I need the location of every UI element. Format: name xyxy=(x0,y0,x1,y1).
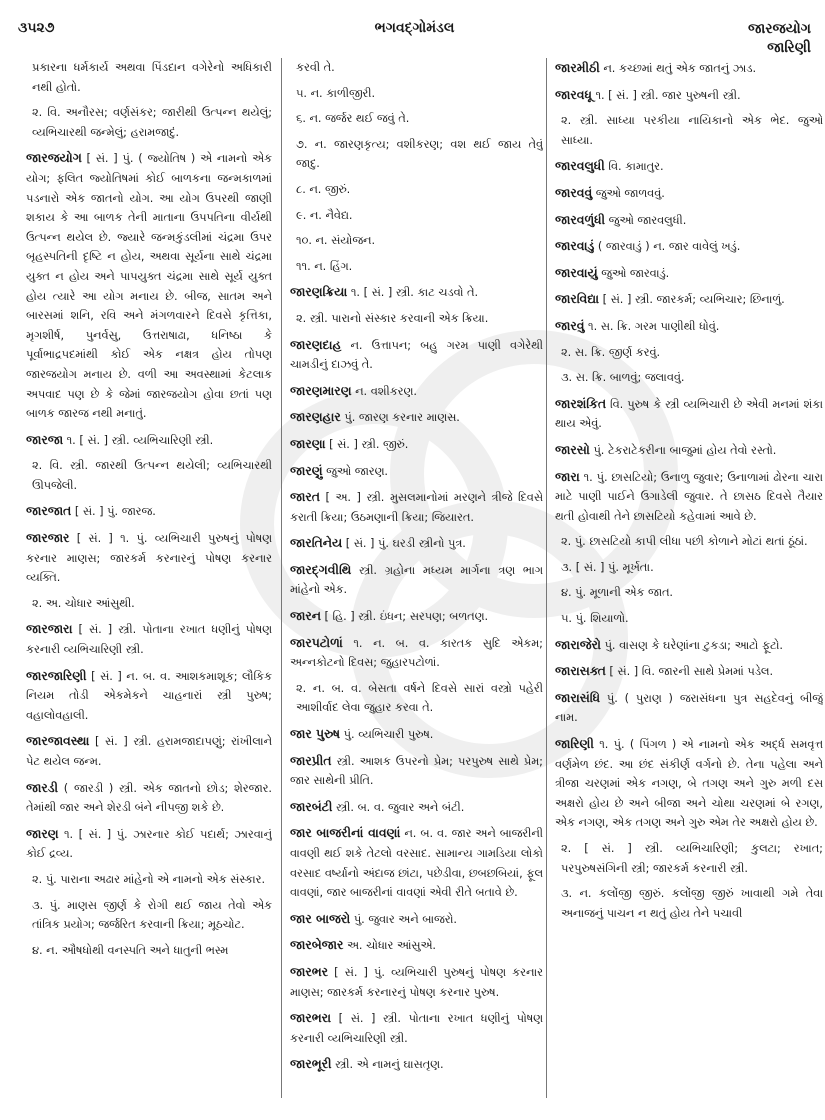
headword: જારવું xyxy=(555,317,585,333)
sense-definition: ૨. [ સં. ] સ્ત્રી. વ્યભિચારિણી; કુલટા; રખાત; પરપુરુષસંગિની સ્ત્રી; જારકર્મ કરનારી સ્ત્રી. xyxy=(561,842,823,875)
dictionary-entry xyxy=(26,731,272,771)
dictionary-entry xyxy=(555,635,823,656)
column-2 xyxy=(281,58,543,1098)
headword: જારભર xyxy=(290,963,329,979)
dictionary-entry xyxy=(290,487,543,527)
dictionary-entry xyxy=(290,381,543,402)
definition: [ સં. ] પું. ઘરડી સ્ત્રીનો પુત્ર. xyxy=(342,537,466,551)
definition: [ હિ. ] સ્ત્રી. ઇંધન; સરપણ; બળતણ. xyxy=(320,610,489,624)
headword: જારત xyxy=(290,489,320,505)
sense-definition: ૨. ન. બ. વ. બેસતા વર્ષને દિવસે સારાં વસ્ત્રો પહેરી આશીર્વાદ લેવા જુહાર કરવા તે. xyxy=(296,681,543,715)
headword: જારબંટી xyxy=(290,798,333,814)
continued-definition: કરવી તે. xyxy=(296,61,335,74)
definition: [ સં. ] સ્ત્રી. પોતાના રખાત ધણીનું પોષણ કરનારી વ્યભિચારિણી સ્ત્રી. xyxy=(26,623,272,657)
headword: જારણ xyxy=(26,825,59,841)
column-1 xyxy=(26,58,272,1098)
continued-definition: પ્રકારના ધર્મકાર્ય અથવા પિંડદાન વગેરેનો અધિકારી નથી હોતો. xyxy=(32,61,272,94)
headword: જાર બાજરો xyxy=(290,910,351,926)
dictionary-entry xyxy=(555,734,823,833)
headword: જારવધૂ xyxy=(555,86,592,102)
dictionary-entry xyxy=(555,316,823,337)
sense-definition: ૭. ન. જારણકૃત્ય; વશીકરણ; વશ થઈ જાય તેવું જાદુ. xyxy=(296,137,543,171)
dictionary-entry xyxy=(290,407,543,428)
sense-definition: ૨. પું. પારાના અઢાર માંહેનો એ નામનો એક સંસ્કાર. xyxy=(32,872,266,886)
headword: જારા xyxy=(555,468,580,484)
definition: [ સં. ] સ્ત્રી. પોતાના રખાત ધણીનું પોષણ કરનારી વ્યભિચારિણી સ્ત્રી. xyxy=(290,1012,543,1045)
headword: જારશંકિત xyxy=(555,395,607,411)
definition: સ્ત્રી. ગ્રહોના મધ્યમ માર્ગના ત્રણ ભાગ માંહેનો એક. xyxy=(290,563,543,597)
dictionary-entry xyxy=(555,156,823,177)
sense-definition: ૨. સ. ક્રિ. જીર્ણ કરવું. xyxy=(561,345,661,359)
dictionary-entry xyxy=(555,236,823,257)
definition: પું. ટેકરાટેકરીના બાજુમાં હોય તેવો રસ્તો. xyxy=(589,443,777,457)
definition: ૧. પું. છાસટિયો; ઉનાળુ જુવાર; ઉનાળામાં ઢોરના ચારા માટે પાણી પાઈને ઉગાડેલી જુવાર. તે છાસઠ દિવસે તૈયાર થતી હોવાથી તેને છાસટિયો કહેવામાં આવે છે. xyxy=(555,470,823,523)
dictionary-entry xyxy=(290,962,543,1002)
columns-container xyxy=(26,58,823,1098)
sense-definition: ૬. ન. જર્જર થઈ જવું તે. xyxy=(296,112,410,126)
definition: સ્ત્રી. એ નામનું ઘાસતૃણ. xyxy=(331,1058,444,1072)
headword: જારજારા xyxy=(26,621,73,637)
definition: વિ. કામાતુર. xyxy=(604,160,664,174)
definition: ન. બ. વ. જાર અને બાજરીની વાવણી થઈ શકે તેટલો વરસાદ. સામાન્ય ગામડિયા લોકો વરસાદ વર્ષ્યાનો અંદાજ છાંટા, પછેડીવા, છબછબિયાં, ફૂલ વાવણાં, જાર બાજરીનાં વાવણાં એવી રીતે બતાવે છે. xyxy=(290,827,543,900)
dictionary-entry xyxy=(290,823,543,902)
definition: [ સં. ] પું. ( જ્યોતિષ ) એ નામનો એક યોગ; ફલિત જ્યોતિષમાં કોઈ બાળકના જન્મકાળમાં પડનારો એક જાતનો યોગ. આ યોગ ઉપરથી જાણી શકાય કે આ બાળક તેની માતાના ઉપપતિના વીર્યથી ઉત્પન્ન થયેલ છે. જ્યારે જન્મકુંડલીમાં ચંદ્રમા ઉપર બૃહસ્પતિની દૃષ્ટિ ન હોય, અથવા સૂર્યના સાથે ચંદ્રમા યુક્ત ન હોય અને પાપયુક્ત ચંદ્રમા સાથે સૂર્ય યુક્ત હોય ત્યારે આ યોગ મનાય છે. બીજ, સાતમ અને બારસમાં શનિ, રવિ અને મંગળવારને દિવસે કૃત્તિકા, મૃગશીર્ષ, પુનર્વસુ, ઉત્તરાષાઢા, ધનિષ્ઠા કે પૂર્વાભાદ્રપદમાંથી કોઈ એક નક્ષત્ર હોય તોપણ જારજયોગ મનાય છે. વળી આ અવસ્થામાં કેટલાક અપવાદ પણ છે કે જેમાં જારજયોગ હોવા છતાં પણ બાળક જારજ નથી મનાતું. xyxy=(26,152,272,421)
dictionary-entry xyxy=(26,430,272,451)
dictionary-entry xyxy=(290,560,543,600)
dictionary-entry xyxy=(290,335,543,375)
definition: [ સં. ] ન. બ. વ. આશકમાશૂક; લૌકિક નિયમ તોડી એકમેકને ચાહનારાં સ્ત્રી પુરુષ; વહાલોવહાલી. xyxy=(26,669,272,722)
definition: ( જારડી ) સ્ત્રી. એક જાતનો છોડ; શેરજાર. તેમાંથી જાર અને શેરડી બંને નીપજી શકે છે. xyxy=(26,781,272,815)
headword: જારતિનેય xyxy=(290,535,343,551)
dictionary-entry xyxy=(555,210,823,231)
dictionary-entry xyxy=(290,724,543,745)
dictionary-entry xyxy=(555,467,823,527)
page-number: ૩૫૨૭ xyxy=(18,20,55,36)
sense-definition: ૨. પું. છાસટિયો કાપી લીધા પછી કોળાને મોટાં થતાં ઠૂંઠાં. xyxy=(561,535,808,549)
headword: જારજારિણી xyxy=(26,667,87,683)
headword: જારવવું xyxy=(555,184,593,200)
headword: જારણમારણ xyxy=(290,382,352,398)
dictionary-entry xyxy=(26,528,272,588)
headword: જારણહાર xyxy=(290,409,341,425)
headword: જારણક્રિયા xyxy=(290,284,348,300)
dictionary-entry xyxy=(555,183,823,204)
definition: [ સં. ] ૧. પું. વ્યભિચારી પુરુષનું પોષણ કરનાર માણસ; જારકર્મ કરનારનું પોષણ કરનાર વ્યક્તિ. xyxy=(26,532,272,585)
headword: જારવલુધી xyxy=(555,158,605,174)
sense-definition: ૨. વિ. અનૌરસ; વર્ણસંકર; જારીથી ઉત્પન્ન થયેલું; વ્યભિચારથી જન્મેલું; હરામજાદું. xyxy=(32,106,272,139)
definition: જુઓ જારવાડું. xyxy=(597,266,670,280)
definition: જુઓ જાળવવું. xyxy=(592,186,665,200)
headword: જારણદાહ xyxy=(290,336,342,352)
sense-definition: ૫. ન. કાળીજીરી. xyxy=(296,86,376,100)
definition: ન. ઉત્તાપન; બહુ ગરમ પાણી વગેરેથી ચામડીનું દાઝવું તે. xyxy=(290,338,543,372)
definition: ( જારવાડું ) ન. જાર વાવેલું ખડું. xyxy=(594,240,741,254)
dictionary-entry xyxy=(290,935,543,956)
headword: જારિણી xyxy=(555,736,594,752)
headword: જાર બાજરીનાં વાવણાં xyxy=(290,825,401,841)
dictionary-entry xyxy=(555,394,823,434)
sense-definition: ૨. સ્ત્રી. પારાનો સંસ્કાર કરવાની એક ક્રિયા. xyxy=(296,311,489,325)
dictionary-entry xyxy=(290,633,543,673)
dictionary-entry xyxy=(555,661,823,682)
headword: જારજાવસ્થા xyxy=(26,733,90,749)
headword: જારજાર xyxy=(26,530,70,546)
headword: જારવળુંધી xyxy=(555,211,606,227)
definition: પું. ( પુરાણ ) જરાસંધના પુત્ર સહદેવનું બીજું નામ. xyxy=(555,691,823,725)
definition: ન. વશીકરણ. xyxy=(351,384,417,398)
definition: [ સં. ] સ્ત્રી. જારકર્મ; વ્યભિચાર; છિનાળું. xyxy=(599,293,785,307)
dictionary-entry xyxy=(290,606,543,627)
definition: પું. વ્યભિચારી પુરુષ. xyxy=(340,728,434,742)
dictionary-entry xyxy=(26,619,272,659)
dictionary-entry xyxy=(290,434,543,455)
headword: જારપ્રીત xyxy=(290,752,332,768)
definition: પું. જુવાર અને બાજરો. xyxy=(350,912,457,926)
dictionary-entry xyxy=(26,148,272,423)
headword: જારજયોગ xyxy=(26,150,82,166)
dictionary-entry xyxy=(26,666,272,726)
headword: જારણા xyxy=(290,435,326,451)
headword: જાર પુરુષ xyxy=(290,726,341,742)
headword: જારજાત xyxy=(26,503,72,519)
dictionary-entry xyxy=(290,1008,543,1048)
definition: સ્ત્રી. આશક ઉપરનો પ્રેમ; પરપુરુષ સાથે પ્રેમ; જાર સાથેની પ્રીતિ. xyxy=(290,754,543,788)
sense-definition: ૪. ન. ઔષધોથી વનસ્પતિ અને ધાતુની ભસ્મ xyxy=(32,943,229,957)
dictionary-entry xyxy=(26,824,272,864)
dictionary-entry xyxy=(555,688,823,728)
definition: વિ. પુરુષ કે સ્ત્રી વ્યભિચારી છે એવી મનમાં શંકા થાય એવું. xyxy=(555,397,823,431)
headword: જારભરા xyxy=(290,1010,332,1026)
definition: [ સં. ] પું. વ્યભિચારી પુરુષનું પોષણ કરનાર માણસ; જારકર્મ કરનારનું પોષણ કરનાર પુરુષ. xyxy=(290,965,543,999)
definition: અ. ચોધાર આંસુએ. xyxy=(343,939,436,953)
definition: જુઓ જારણ. xyxy=(322,464,389,478)
headword: જારભૂરી xyxy=(290,1056,332,1072)
dictionary-entry xyxy=(555,58,823,79)
sense-definition: ૧૧. ન. હિંગ. xyxy=(296,259,353,273)
dictionary-entry xyxy=(555,263,823,284)
sense-definition: ૨. સ્ત્રી. સાધ્યા પરકીયા નાયિકાનો એક ભેદ. જુઓ સાધ્યા. xyxy=(561,114,823,147)
sense-definition: ૨. અ. ચોધાર આંસુથી. xyxy=(32,596,135,610)
sense-definition: ૫. પું. શિયાળો. xyxy=(561,612,629,626)
definition: ૧. [ સં. ] પું. ઝારનાર કોઈ પદાર્થ; ઝારવાનું કોઈ દ્રવ્ય. xyxy=(26,827,272,861)
headword: જારાસક્ત xyxy=(555,663,606,679)
book-title: ભગવદ્ગોમંડલ xyxy=(374,20,455,36)
definition: ૧. [ સં. ] સ્ત્રી. કાટ ચડવો તે. xyxy=(347,286,479,300)
definition: જુઓ જારવલુધી. xyxy=(605,213,687,227)
dictionary-entry xyxy=(290,533,543,554)
guide-word-last: જારિણી xyxy=(767,40,811,56)
dictionary-entry xyxy=(290,797,543,818)
headword: જારાજેરો xyxy=(555,636,601,652)
headword: જારજા xyxy=(26,431,64,447)
definition: ૧. સ. ક્રિ. ગરમ પાણીથી ધોવું. xyxy=(584,319,720,333)
dictionary-entry xyxy=(26,778,272,818)
headword: જારદ્ગવીથિ xyxy=(290,561,352,577)
definition: ૧. પું. ( પિંગળ ) એ નામનો એક અર્દ્ધ સમવૃત્ત વર્ણમેળ છંદ. આ છંદ સંકીર્ણ વર્ગનો છે. તેના પહેલા અને ત્રીજા ચરણમાં એક નગણ, બે તગણ અને ગુરુ મળી દસ અક્ષરો હોય છે અને બીજા અને ચોથા ચરણમાં બે રગણ, એક નગણ, એક તગણ અને ગુરુ એમ તેર અક્ષરો હોય છે. xyxy=(555,738,823,830)
definition: ૧. [ સં. ] સ્ત્રી. વ્યભિચારિણી સ્ત્રી. xyxy=(63,433,214,447)
column-3 xyxy=(546,58,823,1098)
sense-definition: ૧૦. ન. સંયોજન. xyxy=(296,234,376,248)
headword: જારડી xyxy=(26,779,59,795)
definition: [ સં. ] સ્ત્રી. જીરું. xyxy=(325,437,409,451)
definition: ૧. [ સં. ] સ્ત્રી. જાર પુરુષની સ્ત્રી. xyxy=(591,88,741,102)
dictionary-entry xyxy=(290,282,543,303)
sense-definition: ૨. વિ. સ્ત્રી. જારથી ઉત્પન્ન થયેલી; વ્યભિચારથી ઊપજેલી. xyxy=(32,459,272,492)
dictionary-entry xyxy=(555,440,823,461)
definition: ૧. ન. બ. વ. કારતક સુદિ એકમ; અન્નકોટનો દિવસ; જુહારપટોળાં. xyxy=(290,636,543,670)
headword: જારન xyxy=(290,608,321,624)
definition: પું. જારણ કરનાર માણસ. xyxy=(340,411,460,425)
definition: [ અ. ] સ્ત્રી. મુસલમાનોમાં મરણને ત્રીજે દિવસે કરાતી ક્રિયા; ઉઠમણાની ક્રિયા; જિયારત. xyxy=(290,491,543,524)
headword: જારવાડું xyxy=(555,238,595,254)
headword: જારણું xyxy=(290,462,323,478)
headword: જારાસંધિ xyxy=(555,689,601,705)
definition: ન. કચ્છમાં થતું એક જાતનું ઝાડ. xyxy=(599,62,757,75)
headword: જારવિદ્યા xyxy=(555,291,600,307)
sense-definition: ૯. ન. નૈવેદ્ય. xyxy=(296,208,353,222)
headword: જારવાયું xyxy=(555,264,598,280)
sense-definition: ૩. સ. ક્રિ. બાળવું; જલાવવું. xyxy=(561,371,685,385)
sense-definition: ૮. ન. જીરું. xyxy=(296,182,351,196)
page-header xyxy=(18,20,811,60)
sense-definition: ૩. પું. માણસ જીર્ણ કે રોગી થઈ જાય તેવો એક તાંત્રિક પ્રયોગ; જર્જરિત કરવાની ક્રિયા; મૂઠચોટ. xyxy=(32,898,272,932)
dictionary-entry xyxy=(290,751,543,791)
headword: જારસો xyxy=(555,441,590,457)
headword: જારપટોળાં xyxy=(290,634,343,650)
dictionary-entry xyxy=(290,909,543,930)
definition: પું. વાસણ કે ઘરેણાંના ટુકડા; આટો ફૂટો. xyxy=(600,638,783,652)
definition: [ સં. ] સ્ત્રી. હરામજાદાપણું; રાંખીલાને પેટ થયેલ જન્મ. xyxy=(26,735,272,768)
sense-definition: ૪. પું. મૂળાની એક જાત. xyxy=(561,586,674,600)
dictionary-entry xyxy=(555,289,823,310)
sense-definition: ૩. [ સં. ] પું. મૂર્ખતા. xyxy=(561,560,654,574)
definition: [ સં. ] પું. જારજ. xyxy=(71,505,156,519)
dictionary-entry xyxy=(555,85,823,106)
sense-definition: ૩. ન. કલોંજી જીરું. કલોંજી જીરું ખાવાથી ગમે તેવા અનાજનું પાચન ન થતું હોય તેને પચાવી xyxy=(561,887,823,920)
guide-word-first: જારજયોગ xyxy=(748,21,811,37)
dictionary-entry xyxy=(290,1054,543,1075)
dictionary-entry xyxy=(290,461,543,482)
definition: સ્ત્રી. બ. વ. જુવાર અને બંટી. xyxy=(332,800,465,814)
dictionary-entry xyxy=(26,501,272,522)
headword: જારબેજાર xyxy=(290,937,344,953)
definition: [ સં. ] વિ. જારની સાથે પ્રેમમાં પડેલ. xyxy=(605,665,774,679)
headword: જારમીઠી xyxy=(555,60,600,75)
guide-words xyxy=(748,20,811,58)
